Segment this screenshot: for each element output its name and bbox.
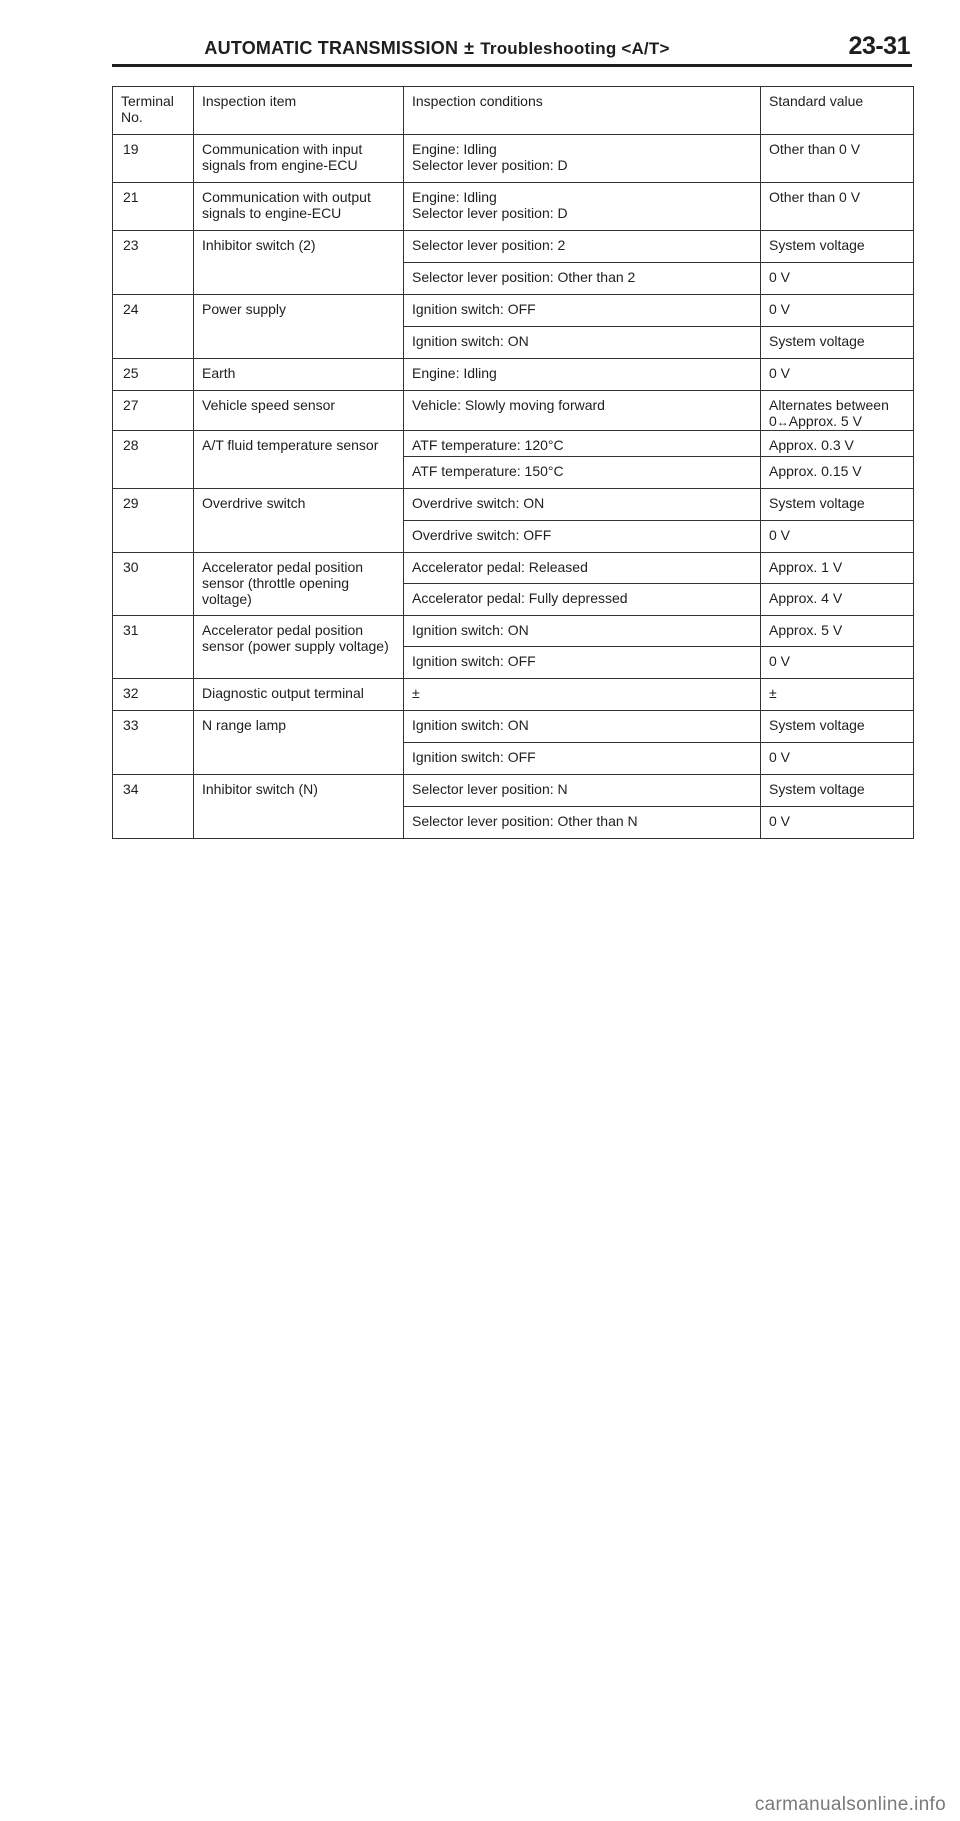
inspection-condition: Ignition switch: ON <box>404 616 761 647</box>
inspection-item: Overdrive switch <box>194 489 404 553</box>
column-header: Terminal No. <box>113 87 194 135</box>
condition-line: Selector lever position: D <box>412 157 568 173</box>
column-header: Standard value <box>761 87 914 135</box>
inspection-condition: ATF temperature: 150°C <box>404 457 761 489</box>
value-part: 0 <box>769 413 777 429</box>
terminal-number: 24 <box>113 295 194 359</box>
inspection-conditions <box>404 135 761 183</box>
standard-value <box>761 391 914 431</box>
inspection-item: Accelerator pedal position sensor (throttle opening voltage) <box>194 553 404 616</box>
table-row <box>113 553 914 584</box>
inspection-condition: Overdrive switch: OFF <box>404 521 761 553</box>
inspection-condition: Vehicle: Slowly moving forward <box>404 391 761 431</box>
inspection-condition: Ignition switch: ON <box>404 327 761 359</box>
terminal-number: 25 <box>113 359 194 391</box>
left-right-arrow-icon: ↔ <box>776 415 789 429</box>
standard-value: System voltage <box>761 327 914 359</box>
page-header <box>112 32 912 68</box>
standard-value: Approx. 1 V <box>761 553 914 584</box>
inspection-condition: Selector lever position: Other than N <box>404 807 761 839</box>
standard-value: 0 V <box>761 295 914 327</box>
header-rule <box>112 64 912 67</box>
terminal-inspection-table <box>112 86 914 839</box>
inspection-condition: Accelerator pedal: Fully depressed <box>404 584 761 616</box>
section-subtitle: Troubleshooting <A/T> <box>480 39 670 58</box>
terminal-number: 23 <box>113 231 194 295</box>
inspection-condition: ± <box>404 679 761 711</box>
column-header: Inspection item <box>194 87 404 135</box>
table-row <box>113 679 914 711</box>
inspection-item: Communication with output signals to engine-ECU <box>194 183 404 231</box>
standard-value: 0 V <box>761 743 914 775</box>
terminal-number: 31 <box>113 616 194 679</box>
title-separator: ± <box>464 38 475 58</box>
inspection-condition: Ignition switch: OFF <box>404 647 761 679</box>
standard-value: Other than 0 V <box>761 183 914 231</box>
table-row <box>113 775 914 807</box>
standard-value: Approx. 0.3 V <box>761 431 914 457</box>
inspection-conditions <box>404 183 761 231</box>
standard-value: System voltage <box>761 711 914 743</box>
value-part: Approx. 5 V <box>788 413 862 429</box>
inspection-condition: ATF temperature: 120°C <box>404 431 761 457</box>
inspection-item: Accelerator pedal position sensor (power supply voltage) <box>194 616 404 679</box>
inspection-condition: Selector lever position: Other than 2 <box>404 263 761 295</box>
standard-value: System voltage <box>761 231 914 263</box>
inspection-item: Vehicle speed sensor <box>194 391 404 431</box>
standard-value: 0 V <box>761 647 914 679</box>
table-row <box>113 391 914 431</box>
table-row <box>113 135 914 183</box>
standard-value: Approx. 5 V <box>761 616 914 647</box>
terminal-number: 21 <box>113 183 194 231</box>
terminal-number: 30 <box>113 553 194 616</box>
terminal-number: 29 <box>113 489 194 553</box>
table-row <box>113 295 914 327</box>
terminal-number: 27 <box>113 391 194 431</box>
condition-line: Engine: Idling <box>412 141 497 157</box>
table-row <box>113 231 914 263</box>
inspection-item: Earth <box>194 359 404 391</box>
inspection-item: A/T fluid temperature sensor <box>194 431 404 489</box>
page-number: 23-31 <box>848 32 910 60</box>
table-row <box>113 183 914 231</box>
inspection-condition: Selector lever position: N <box>404 775 761 807</box>
inspection-condition: Ignition switch: OFF <box>404 743 761 775</box>
column-header: Inspection conditions <box>404 87 761 135</box>
terminal-number: 19 <box>113 135 194 183</box>
table-header-row <box>113 87 914 135</box>
table-row <box>113 711 914 743</box>
standard-value: Approx. 0.15 V <box>761 457 914 489</box>
terminal-number: 34 <box>113 775 194 839</box>
terminal-number: 33 <box>113 711 194 775</box>
page-title <box>112 38 762 59</box>
table-row <box>113 616 914 647</box>
table-row <box>113 489 914 521</box>
inspection-condition: Ignition switch: OFF <box>404 295 761 327</box>
watermark: carmanualsonline.info <box>754 1794 946 1815</box>
standard-value: 0 V <box>761 807 914 839</box>
inspection-condition: Overdrive switch: ON <box>404 489 761 521</box>
standard-value: 0 V <box>761 521 914 553</box>
standard-value: System voltage <box>761 489 914 521</box>
inspection-item: Diagnostic output terminal <box>194 679 404 711</box>
standard-value: System voltage <box>761 775 914 807</box>
inspection-condition: Ignition switch: ON <box>404 711 761 743</box>
inspection-item: Communication with input signals from engine-ECU <box>194 135 404 183</box>
terminal-number: 28 <box>113 431 194 489</box>
inspection-condition: Engine: Idling <box>404 359 761 391</box>
standard-value: 0 V <box>761 263 914 295</box>
standard-value: ± <box>761 679 914 711</box>
inspection-item: Inhibitor switch (N) <box>194 775 404 839</box>
table-row <box>113 359 914 391</box>
standard-value: Other than 0 V <box>761 135 914 183</box>
condition-line: Selector lever position: D <box>412 205 568 221</box>
inspection-condition: Accelerator pedal: Released <box>404 553 761 584</box>
standard-value: Approx. 4 V <box>761 584 914 616</box>
value-line <box>769 413 905 430</box>
standard-value: 0 V <box>761 359 914 391</box>
inspection-item: Inhibitor switch (2) <box>194 231 404 295</box>
table-row <box>113 431 914 457</box>
inspection-item: N range lamp <box>194 711 404 775</box>
inspection-item: Power supply <box>194 295 404 359</box>
terminal-number: 32 <box>113 679 194 711</box>
condition-line: Engine: Idling <box>412 189 497 205</box>
section-title: AUTOMATIC TRANSMISSION <box>204 38 459 58</box>
inspection-condition: Selector lever position: 2 <box>404 231 761 263</box>
value-line: Alternates between <box>769 397 889 413</box>
